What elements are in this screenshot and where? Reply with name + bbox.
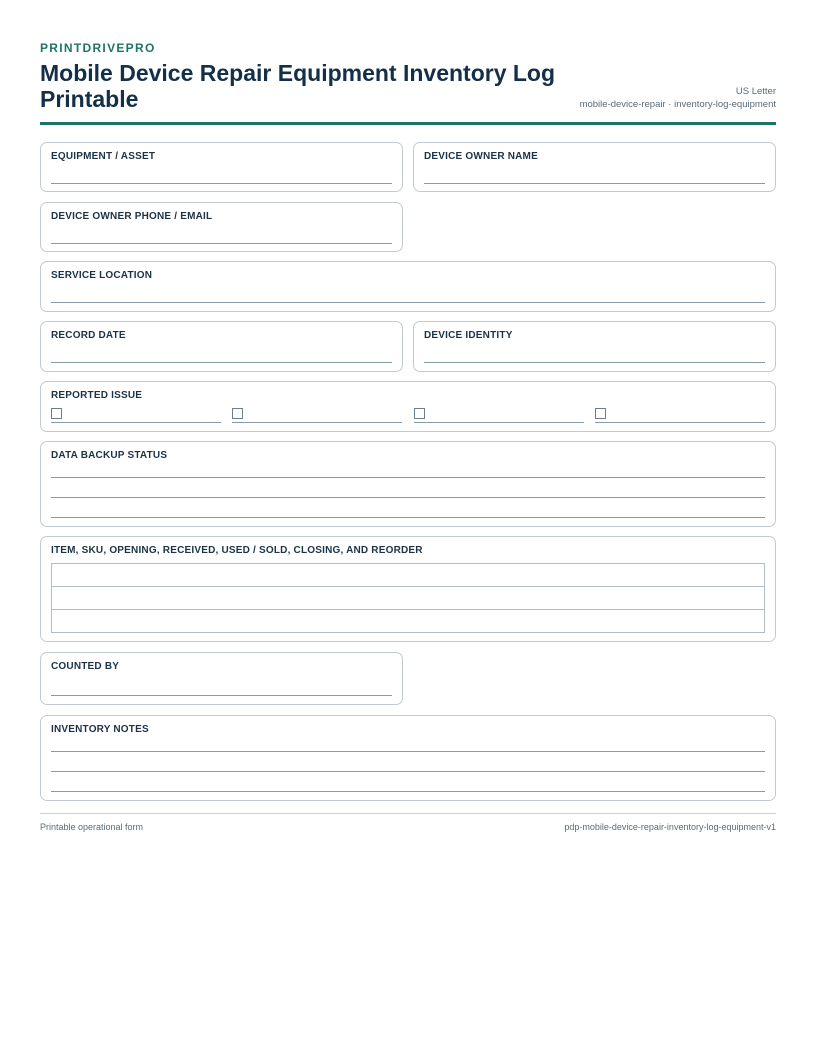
field-label: ITEM, SKU, OPENING, RECEIVED, USED / SOLD, CLOSING, AND REORDER (51, 545, 423, 556)
table-row[interactable] (52, 610, 765, 633)
field-label: DATA BACKUP STATUS (51, 450, 168, 461)
write-line[interactable] (51, 497, 765, 498)
record-date-field[interactable] (40, 321, 403, 372)
write-line[interactable] (51, 243, 392, 244)
write-line[interactable] (51, 751, 765, 752)
write-line[interactable] (51, 422, 221, 423)
write-line[interactable] (595, 422, 765, 423)
device-identity-field[interactable] (413, 321, 776, 372)
write-line[interactable] (51, 791, 765, 792)
write-line[interactable] (51, 183, 392, 184)
data-backup-status-field[interactable] (40, 441, 776, 527)
header-rule (40, 122, 776, 125)
form-id: pdp-mobile-device-repair-inventory-log-equipment-v1 (564, 822, 776, 832)
equipment-asset-field[interactable] (40, 142, 403, 192)
table-cell[interactable] (52, 564, 765, 587)
service-location-field[interactable] (40, 261, 776, 312)
field-label: DEVICE OWNER NAME (424, 151, 538, 162)
table-row[interactable] (52, 564, 765, 587)
checkbox[interactable] (595, 408, 606, 419)
field-label: COUNTED BY (51, 661, 120, 672)
table-row[interactable] (52, 587, 765, 610)
issue-checkbox-row (51, 407, 765, 423)
category-path: mobile-device-repair · inventory-log-equipment (579, 99, 776, 110)
reported-issue-field (40, 381, 776, 432)
write-line[interactable] (51, 771, 765, 772)
issue-option-3[interactable] (414, 407, 584, 423)
write-line[interactable] (414, 422, 584, 423)
write-line[interactable] (51, 362, 392, 363)
inventory-table (51, 563, 765, 633)
device-owner-name-field[interactable] (413, 142, 776, 192)
write-line[interactable] (51, 517, 765, 518)
inventory-notes-field[interactable] (40, 715, 776, 801)
write-line[interactable] (51, 695, 392, 696)
checkbox[interactable] (51, 408, 62, 419)
field-label: SERVICE LOCATION (51, 270, 153, 281)
write-line[interactable] (51, 477, 765, 478)
table-cell[interactable] (52, 610, 765, 633)
brand-name: PRINTDRIVEPRO (40, 41, 156, 55)
write-line[interactable] (232, 422, 402, 423)
inventory-table-section (40, 536, 776, 642)
table-cell[interactable] (52, 587, 765, 610)
document-meta (580, 85, 776, 111)
field-label: RECORD DATE (51, 330, 126, 341)
write-line[interactable] (424, 183, 765, 184)
field-label: EQUIPMENT / ASSET (51, 151, 156, 162)
write-line[interactable] (424, 362, 765, 363)
device-owner-contact-field[interactable] (40, 202, 403, 252)
footer-rule (40, 813, 776, 814)
field-label: DEVICE OWNER PHONE / EMAIL (51, 211, 213, 222)
footer-note: Printable operational form (40, 822, 144, 832)
field-label: INVENTORY NOTES (51, 724, 149, 735)
counted-by-field[interactable] (40, 652, 403, 705)
page-title: Mobile Device Repair Equipment Inventory Log Printable (40, 60, 556, 112)
checkbox[interactable] (232, 408, 243, 419)
paper-size: US Letter (735, 86, 776, 97)
issue-option-4[interactable] (595, 407, 765, 423)
field-label: DEVICE IDENTITY (424, 330, 513, 341)
issue-option-1[interactable] (51, 407, 221, 423)
field-label: REPORTED ISSUE (51, 390, 143, 401)
write-line[interactable] (51, 302, 765, 303)
issue-option-2[interactable] (232, 407, 402, 423)
checkbox[interactable] (414, 408, 425, 419)
